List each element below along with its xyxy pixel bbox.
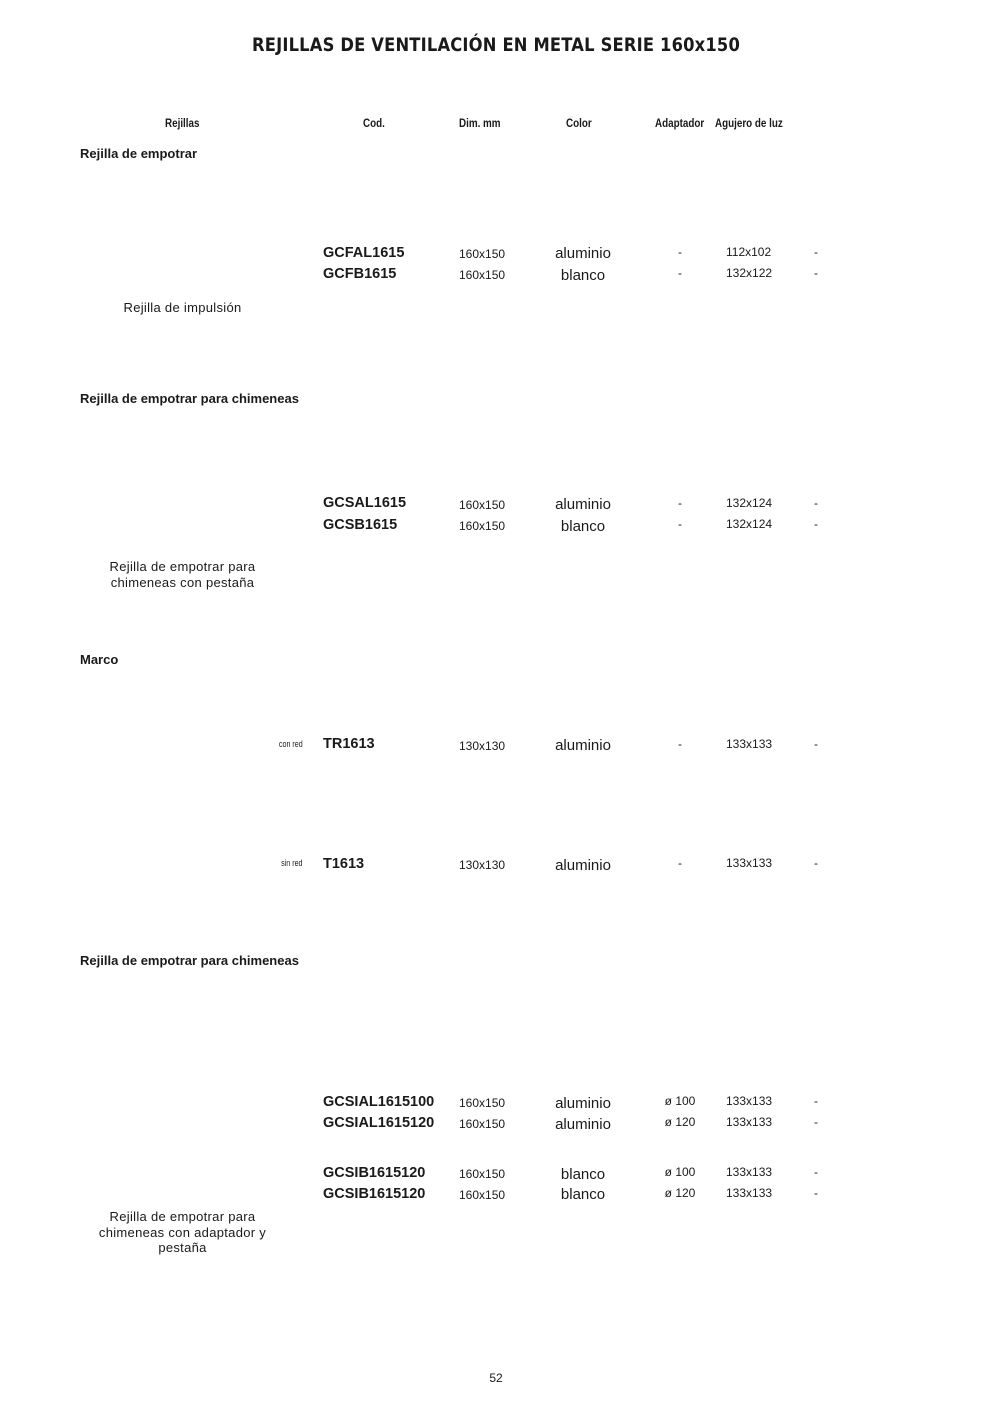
hole-size: 132x122 (726, 266, 773, 280)
header-adaptador: Adaptador (655, 116, 705, 130)
adapter: - (678, 737, 682, 751)
hole-size: 133x133 (726, 1165, 773, 1179)
dimensions: 160x150 (459, 1188, 506, 1202)
dimensions: 130x130 (459, 858, 506, 872)
color: aluminio (555, 496, 611, 513)
adapter: ø 100 (664, 1094, 696, 1108)
extra: - (814, 1115, 818, 1129)
adapter: - (678, 496, 682, 510)
dimensions: 160x150 (459, 519, 506, 533)
extra: - (814, 737, 818, 751)
adapter: - (678, 856, 682, 870)
section-title: Rejilla de empotrar para chimeneas (80, 391, 299, 406)
product-code: GCSIAL1615120 (323, 1115, 435, 1131)
product-code: GCSIAL1615100 (323, 1094, 435, 1110)
adapter: ø 100 (664, 1165, 696, 1179)
hole-size: 133x133 (726, 737, 773, 751)
dimensions: 160x150 (459, 1117, 506, 1131)
color: aluminio (555, 1095, 611, 1112)
extra: - (814, 266, 818, 280)
hole-size: 132x124 (726, 517, 773, 531)
product-code: GCSB1615 (323, 517, 398, 533)
adapter: - (678, 517, 682, 531)
hole-size: 133x133 (726, 1115, 773, 1129)
adapter: - (678, 266, 682, 280)
dimensions: 130x130 (459, 739, 506, 753)
color: aluminio (555, 857, 611, 874)
hole-size: 112x102 (726, 245, 772, 259)
product-code: T1613 (323, 856, 365, 872)
section-title: Marco (80, 652, 119, 667)
adapter: ø 120 (664, 1115, 696, 1129)
header-rejillas: Rejillas (165, 116, 200, 130)
color: blanco (560, 267, 606, 284)
product-code: GCSIB1615120 (323, 1186, 426, 1202)
color: blanco (560, 1166, 606, 1183)
dimensions: 160x150 (459, 247, 506, 261)
color: aluminio (555, 737, 611, 754)
product-code: GCSIB1615120 (323, 1165, 426, 1181)
color: aluminio (555, 245, 611, 262)
product-code: GCFAL1615 (323, 245, 405, 261)
dimensions: 160x150 (459, 268, 506, 282)
product-code: TR1613 (323, 736, 375, 752)
color: blanco (560, 1186, 606, 1203)
extra: - (814, 1094, 818, 1108)
product-caption: Rejilla de empotrar para chimeneas con pestaña (109, 559, 256, 590)
hole-size: 132x124 (726, 496, 773, 510)
page-number: 52 (489, 1371, 503, 1385)
dimensions: 160x150 (459, 1167, 506, 1181)
adapter: ø 120 (664, 1186, 696, 1200)
extra: - (814, 1165, 818, 1179)
header-color: Color (566, 116, 592, 130)
adapter: - (678, 245, 682, 259)
dimensions: 160x150 (459, 1096, 506, 1110)
product-code: GCFB1615 (323, 266, 397, 282)
variant-note: con red (279, 739, 303, 750)
header-agujero: Agujero de luz (715, 116, 783, 130)
product-code: GCSAL1615 (323, 495, 407, 511)
extra: - (814, 1186, 818, 1200)
hole-size: 133x133 (726, 1094, 773, 1108)
dimensions: 160x150 (459, 498, 506, 512)
variant-note: sin red (281, 858, 303, 869)
color: blanco (560, 518, 606, 535)
section-title: Rejilla de empotrar (80, 146, 198, 161)
extra: - (814, 856, 818, 870)
product-caption: Rejilla de impulsión (123, 300, 242, 315)
hole-size: 133x133 (726, 856, 773, 870)
header-dim: Dim. mm (459, 116, 501, 130)
header-cod: Cod. (363, 116, 385, 130)
section-title: Rejilla de empotrar para chimeneas (80, 953, 299, 968)
extra: - (814, 517, 818, 531)
extra: - (814, 245, 818, 259)
product-caption: Rejilla de empotrar para chimeneas con adaptador y pestaña (98, 1209, 267, 1255)
hole-size: 133x133 (726, 1186, 773, 1200)
color: aluminio (555, 1116, 611, 1133)
extra: - (814, 496, 818, 510)
page-title: REJILLAS DE VENTILACIÓN EN METAL SERIE 160x150 (251, 34, 741, 56)
